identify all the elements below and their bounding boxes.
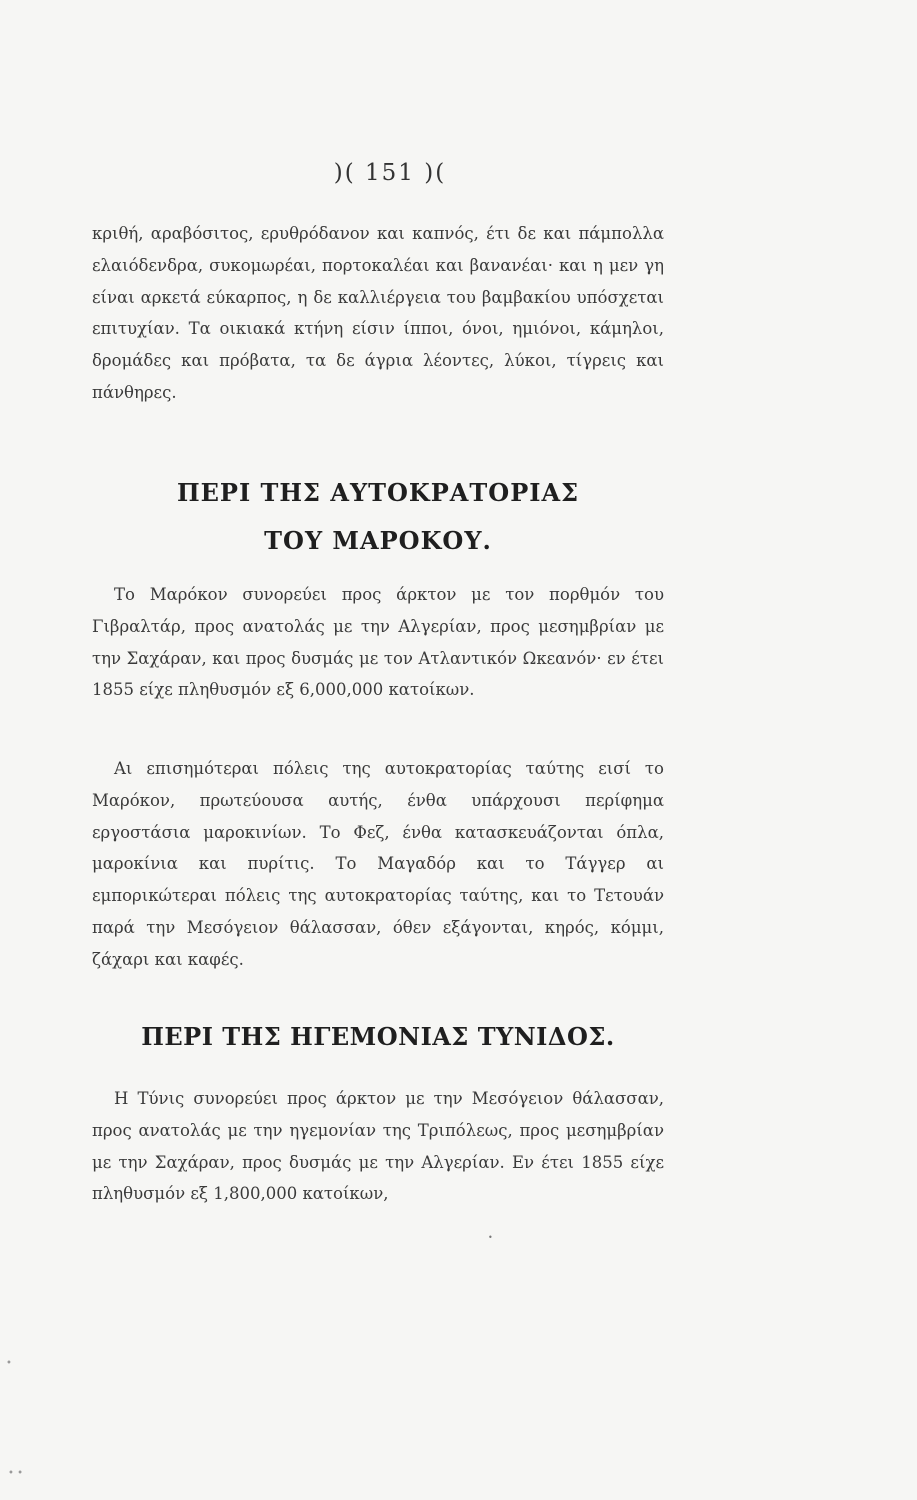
paragraph-text: Η Τύνις συνορεύει προς άρκτον με την Μεσόγειον θάλασσαν, προς ανατολάς με την ηγεμονίαν της Τριπόλεως, προς μεσημβρίαν με την Σαχάραν, προς δυσμάς με την Αλγερίαν. Εν έτει 1855 είχε πληθυσμόν εξ 1,800,000 κατοίκων, xyxy=(92,1089,664,1204)
page-number: )( 151 )( xyxy=(333,160,447,186)
paragraph-morocco-cities xyxy=(92,753,664,976)
paper-speck: • • xyxy=(8,1468,23,1479)
section-heading-morocco-line-1: ΠΕΡΙ ΤΗΣ ΑΥΤΟΚΡΑΤΟΡΙΑΣ xyxy=(176,478,580,507)
paper-speck: • xyxy=(6,1358,12,1369)
paragraph-tunis-borders xyxy=(92,1083,664,1210)
section-heading-tunis: ΠΕΡΙ ΤΗΣ ΗΓΕΜΟΝΙΑΣ ΤΥΝΙΔΟΣ. xyxy=(141,1022,615,1051)
paper-speck: • xyxy=(488,1233,493,1242)
section-heading-morocco-line-2: ΤΟΥ ΜΑΡΟΚΟΥ. xyxy=(264,526,492,555)
paragraph-text: Αι επισημότεραι πόλεις της αυτοκρατορίας ταύτης εισί το Μαρόκον, πρωτεύουσα αυτής, ένθα υπάρχουσι περίφημα εργοστάσια μαροκινίων. Το Φεζ, ένθα κατασκευάζονται όπλα, μαροκίνια και πυρίτις. Το Μαγαδόρ και το Τάγγερ αι εμπορικώτεραι πόλεις της αυτοκρατορίας ταύτης, και το Τετουάν παρά την Μεσόγειον θάλασσαν, όθεν εξάγονται, κηρός, κόμμι, ζάχαρι και καφές. xyxy=(92,759,664,969)
paragraph-morocco-borders xyxy=(92,579,664,706)
paragraph-text: κριθή, αραβόσιτος, ερυθρόδανον και καπνός, έτι δε και πάμπολλα ελαιόδενδρα, συκομωρέαι, πορτοκαλέαι και βανανέαι· και η μεν γη είναι αρκετά εύκαρπος, η δε καλλιέργεια του βαμβακίου υπόσχεται επιτυχίαν. Τα οικιακά κτήνη είσιν ίπποι, όνοι, ημιόνοι, κάμηλοι, δρομάδες και πρόβατα, τα δε άγρια λέοντες, λύκοι, τίγρεις και πάνθηρες. xyxy=(92,224,664,402)
paragraph-crops-animals xyxy=(92,218,664,409)
paragraph-text: Το Μαρόκον συνορεύει προς άρκτον με τον πορθμόν του Γιβραλτάρ, προς ανατολάς με την Αλγερίαν, προς μεσημβρίαν με την Σαχάραν, και προς δυσμάς με τον Ατλαντικόν Ωκεανόν· εν έτει 1855 είχε πληθυσμόν εξ 6,000,000 κατοίκων. xyxy=(92,585,664,700)
